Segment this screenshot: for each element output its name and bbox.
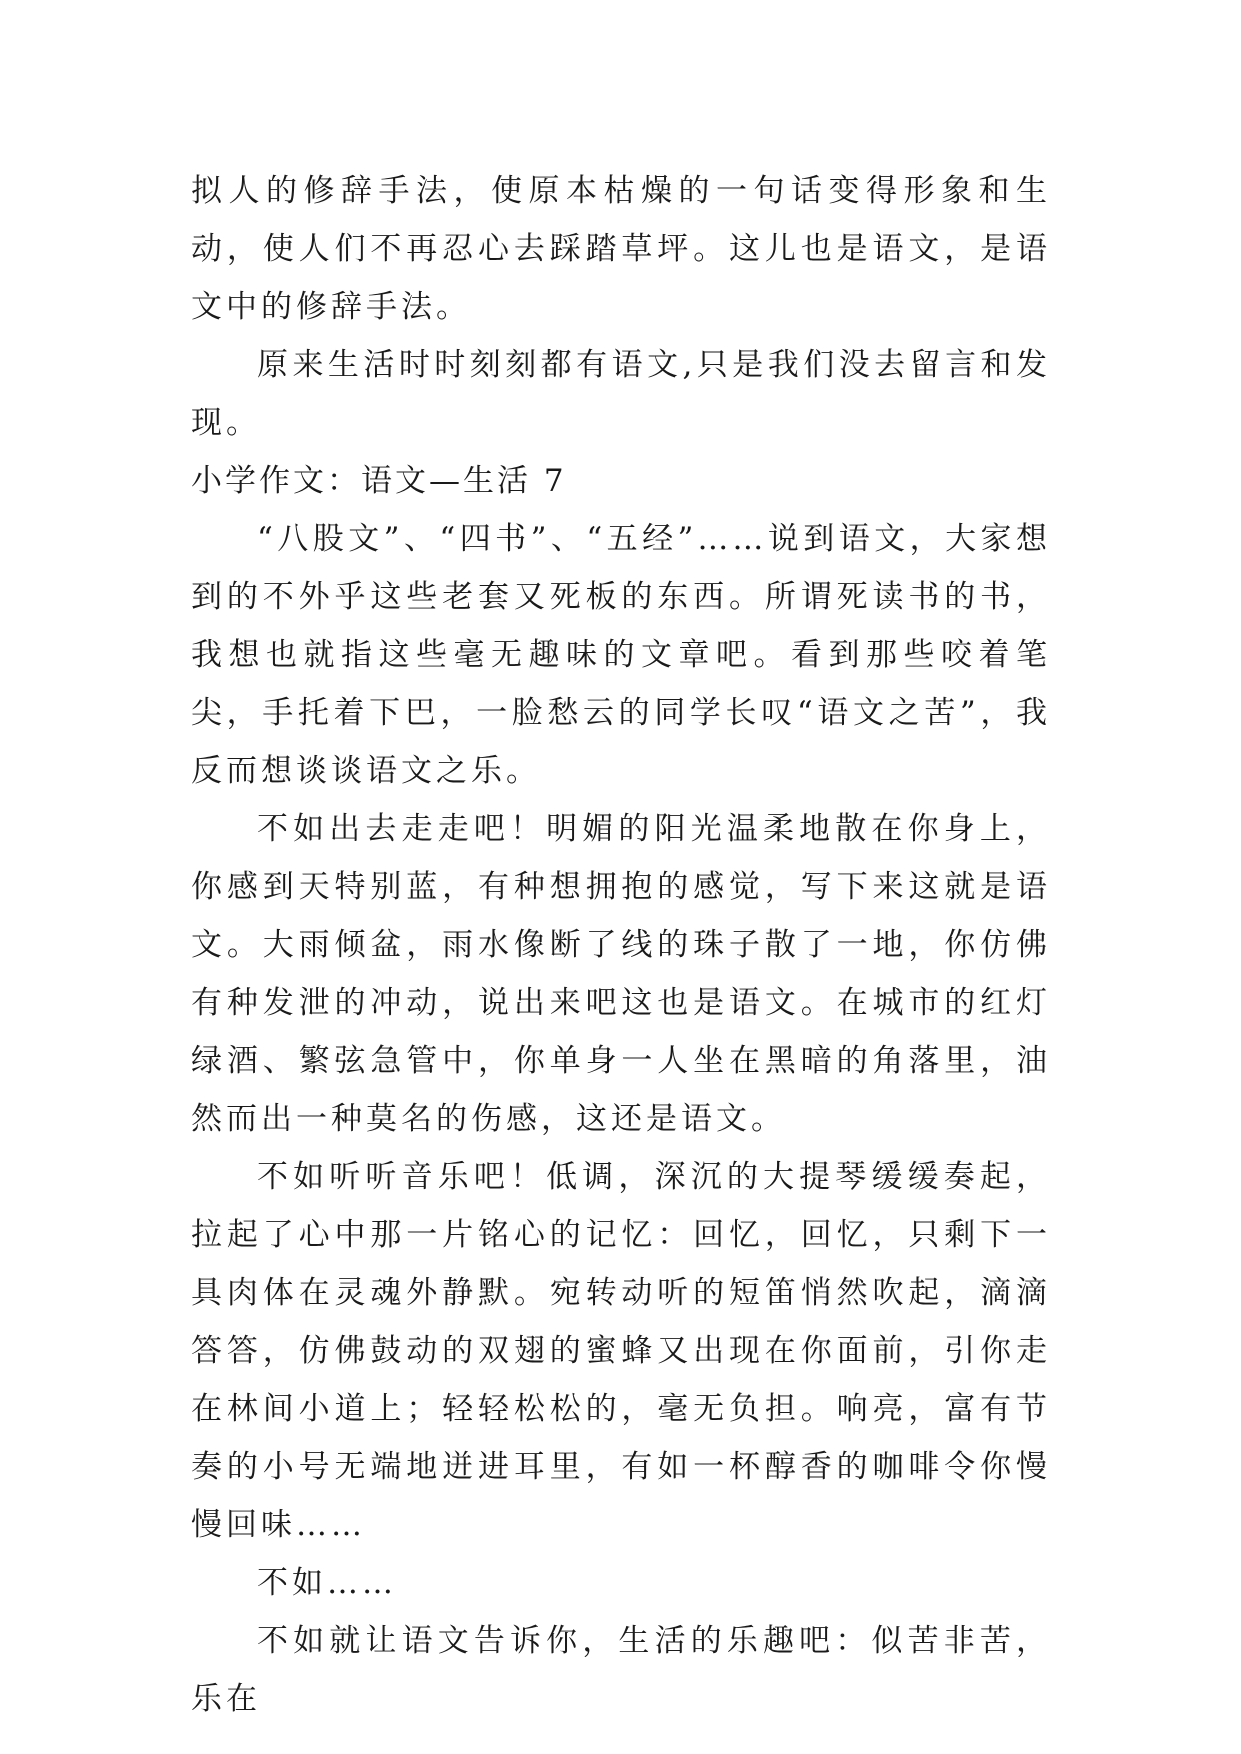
paragraph-music: 不如听听音乐吧！低调，深沉的大提琴缓缓奏起，拉起了心中那一片铭心的记忆：回忆，回忆，只剩下一具肉体在灵魂外静默。宛转动听的短笛悄然吹起，滴滴答答，仿佛鼓动的双翅的蜜蜂又出现在你面前，引你走在林间小道上；轻轻松松的，毫无负担。响亮，富有节奏的小号无端地迸进耳里，有如一杯醇香的咖啡令你慢慢回味…… (191, 1159, 1051, 1543)
paragraph-go-outside: 不如出去走走吧！明媚的阳光温柔地散在你身上，你感到天特别蓝，有种想拥抱的感觉，写下来这就是语文。大雨倾盆，雨水像断了线的珠子散了一地，你仿佛有种发泄的冲动，说出来吧这也是语文。在城市的红灯绿酒、繁弦急管中，你单身一人坐在黑暗的角落里，油然而出一种莫名的伤感，这还是语文。 (191, 811, 1051, 1137)
paragraph-intro: “八股文”、“四书”、“五经”……说到语文，大家想到的不外乎这些老套又死板的东西。所谓死读书的书，我想也就指这些毫无趣味的文章吧。看到那些咬着笔尖，手托着下巴，一脸愁云的同学长叹“语文之苦”，我反而想谈谈语文之乐。 (191, 521, 1051, 789)
paragraph-closing: 不如就让语文告诉你，生活的乐趣吧：似苦非苦，乐在 (191, 1623, 1051, 1717)
essay-title: 小学作文：语文—生活 7 (191, 463, 567, 499)
paragraph-conclusion: 原来生活时时刻刻都有语文,只是我们没去留言和发现。 (191, 347, 1051, 441)
document-body (191, 162, 1051, 1728)
paragraph-ellipsis: 不如…… (257, 1565, 397, 1601)
paragraph-continuation: 拟人的修辞手法，使原本枯燥的一句话变得形象和生动，使人们不再忍心去踩踏草坪。这儿也是语文，是语文中的修辞手法。 (191, 173, 1051, 325)
